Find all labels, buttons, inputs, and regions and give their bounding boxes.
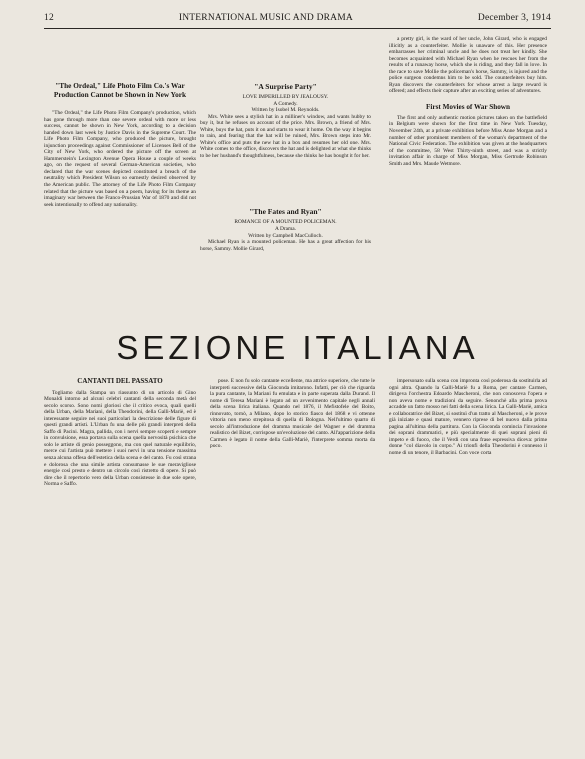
surprise-party-article (200, 82, 371, 282)
italian-col-2 (210, 378, 375, 744)
publication-title: INTERNATIONAL MUSIC AND DRAMA (178, 13, 353, 23)
italian-col-3-body: impersonato sulla scena con impronta così poderosa da sostituirla ad ogni altra. Quando la Galli-Mariè fu a Roma, per cantare Carmen, dirigeva l'orchestra Edoardo Mascheroni, che non conosceva l'opera e non aveva nome e tradizioni da seguire. Senonchè alla prima prova accadde un fatto mosso nei fatti della scena lirica. La Galli-Mariè, amica e collaboratrice del Bizet, si sostituì d'un tratto al Mascheroni, e le prove già iniziate e quasi mature, vennero riprese di bel nuovo dalla prima pagina all'ultima della partitura. Con la Gioconda comincia l'invasione dei soprani drammatici, e più specialmente di quei soprani pieni di impeto e di fuoco, che il Verdi con una frase espressiva diceva: prime donne "col diavolo in corpo." Ai trionfi della Theodorini è connesso il nome di un tenore, il Barbacini. Con voce corta (389, 378, 547, 457)
issue-date: December 3, 1914 (477, 13, 551, 23)
column-3-top: a pretty girl, is the ward of her uncle, John Girard, who is engaged illicitly as a counterfeiter. Mollie is unaware of this. Her presence embarrasses her criminal uncle and he does not treat her kindly. She becomes acquainted with Michael Ryan when he rescues her from the results of a runaway horse, which she is riding, and they fall in love. In the race to save Mollie the policeman's horse, Sammy, is injured and the police surgeon condemns him to be sold. The counterfeiters buy him. Ryan discovers the counterfeiters for whose arrest a large reward is offered; and effects their capture after an exciting series of adventures. (389, 36, 547, 95)
fates-ryan-body: Michael Ryan is a mounted policeman. He has a great affection for his horse, Sammy. Mollie Girard, (200, 239, 371, 252)
surprise-party-kind: A Comedy. (273, 100, 298, 107)
fates-ryan-byline: Written by Campbell MacCulloch. (248, 232, 323, 239)
ordeal-article (44, 82, 196, 282)
surprise-party-subtitle: LOVE IMPERILLED BY JEALOUSY. (242, 94, 329, 100)
column-3-bottom: The first and only authentic motion pictures taken on the battlefield in Belgium were shown for the first time in New York Tuesday, November 24th, at a private exhibition before Miss Anne Morgan and a number of other prominent members of the woman's department of the National Civic Federation. The exhibition was given at the headquarters of the committee, 58 West Thirty-ninth street, and was a strictly invitation affair in charge of Miss Morgan, Miss Gertrude Robinson Smith and Mrs. Maude Wetmore. (389, 114, 547, 167)
ordeal-body: "The Ordeal," the Life Photo Film Company's production, which has gone through more than one severe ordeal with more or less success, cannot be shown in New York, according to a decision handed down last week by Justice Davis in the Supreme Court. The Life Photo Film Company, who produced the picture, brought injunction proceedings against Commissioner of Licenses Bell of the City of New York, who ordered the picture off the screen at Hammerstein's Lexington Avenue Opera House a couple of weeks ago, on the request of several German-American societies, who declared that the war scenes depicted constituted a breach of the neutrality which President Wilson so earnestly desired observed by the American public. The attorney of the Life Photo Film Company related that the picture was based on a poem, having for its theme an imaginary war between the Franco-Prussian War of 1870 and did not seek intentionally to offend any nationality. (44, 110, 196, 208)
column-3-article (389, 36, 547, 321)
war-movies-title: First Movies of War Shown (426, 102, 510, 111)
surprise-party-byline: Written by Isobel M. Reynolds. (251, 107, 320, 114)
page-header (44, 13, 551, 27)
section-title: SEZIONE ITALIANA (116, 329, 479, 366)
fates-ryan-kind: A Drama. (275, 226, 296, 233)
italian-col-1-body: Togliamo dalla Stampa un riassunto di un articolo di Gino Monaldi intorno ad alcuni celebri cantanti della seconda metà del secolo scorso. Sono nomi gloriosi che il critico evoca, quali quelli della Urban, della Mariani, della Theodorini, della Galli-Mariè, ed è interessante seguire nei suoi particolari la descrizione delle figure di questi grandi artisti. L'Urban fu una delle più grandi interpreti della Saffo di Pacini. Magra, pallida, con i nervi sempre scoperti e sempre in convulsione, essa portava sulla scena quella nervosità psichica che solo le artiste di genio posseggono, ma con quel naturale equilibrio, merce cui l'artista può mettere i suoi nervi in una tensione massima senza alcuna offesa dell'estetica della scena e del canto. Fu così strana e dolorosa che una simile artista consumasse le sue meravigliose energie così presto e dentro un circolo così ristretto di opere. Si può dire che il repertorio vero della Urban consistesse in due sole opere, Norma e Saffo. (44, 389, 196, 488)
italian-col-1 (44, 378, 196, 744)
fates-ryan-title: "The Fates and Ryan" (249, 207, 322, 217)
italian-col-3 (389, 378, 547, 744)
page-number: 12 (44, 13, 54, 23)
fates-ryan-subtitle: ROMANCE OF A MOUNTED POLICEMAN. (234, 219, 337, 226)
italian-col-2-body: pose. E non fu solo cantante eccellente, ma attrice superiore, che tutte le interpreti successive della Gioconda imitarono. Infatti, per ciò che riguarda la pura cantante, la Mariani fu emulata e in parte superata dalla Durand. Il nome di Teresa Mariani è legato ad un avvenimento capitale negli annali della scena lirica italiana. Quando nel 1876, il Mefistofele del Boito, rinnovato, tornò, a Milano, dopo lo storico fiasco del 1868 e vi ottenne vittoria non meno strepitosa di quella di Bologna. Nell'ultimo quarto di secolo all'introduzione del dramma musicale del Wagner e del dramma realistico del Bizet, corrispose un'evoluzione del canto. All'apparizione della Carmen è legato il nome della Galli-Mariè, l'interprete somma morta da poco. (210, 378, 375, 450)
ordeal-title: "The Ordeal," Life Photo Film Co.'s War Production Cannot be Shown in New York (53, 81, 187, 99)
surprise-party-body: Mrs. White sees a stylish hat in a milliner's window, and wants hubby to buy it, but he refuses on account of the price. Mrs. Brown, a friend of Mrs. White, buys the hat, puts it on and starts to wear it home. On the way it begins to rain, and fearing that the hat will be ruined, Mrs. Brown steps into Mr. White's office and puts the new hat in a box and resumes her old one. Mrs. White comes to the office, discovers the hat and is delighted at what she thinks to be her husband's thoughtfulness, because she thinks he has bought it for her. (200, 113, 371, 159)
italian-col-1-title: CANTANTI DEL PASSATO (77, 378, 163, 385)
surprise-party-title: "A Surprise Party" (254, 82, 317, 91)
header-rule (44, 28, 551, 29)
